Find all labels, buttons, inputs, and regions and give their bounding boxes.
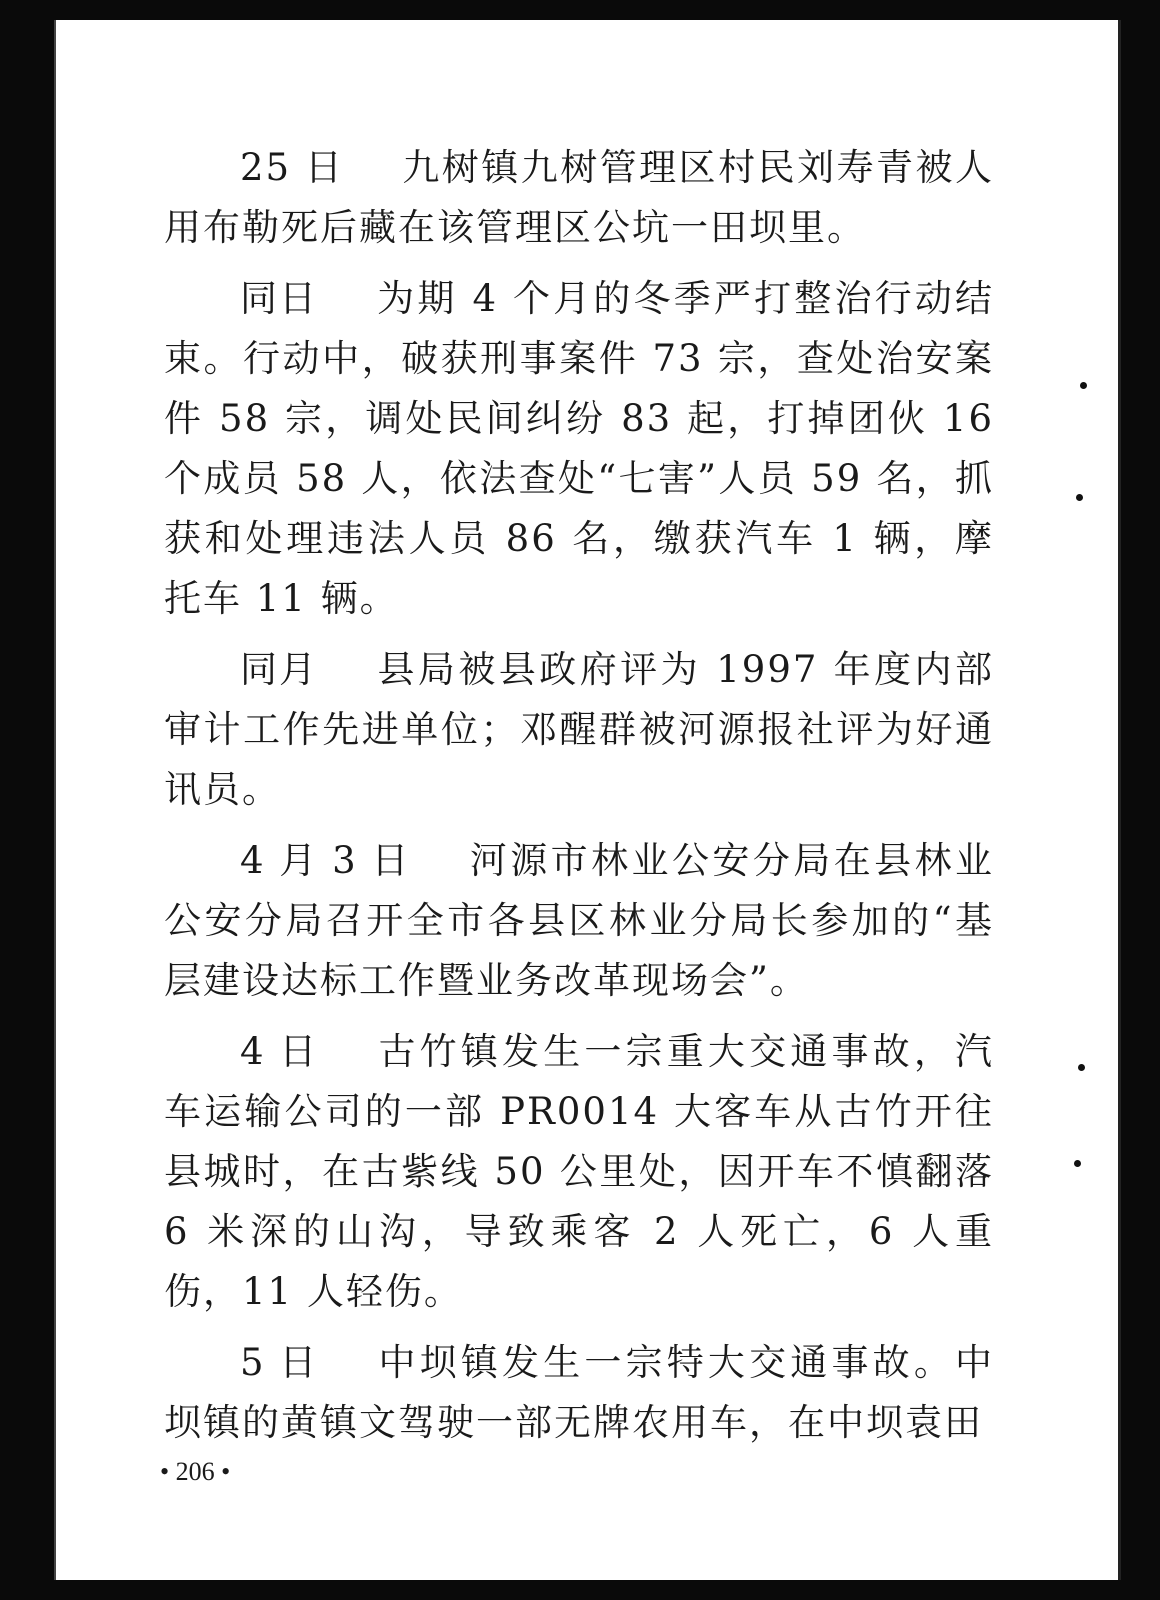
page-number: • 206 •: [160, 1457, 231, 1486]
scan-speck: [1074, 1160, 1081, 1167]
chronicle-entry: [164, 1022, 994, 1322]
chronicle-entry: [164, 640, 994, 820]
chronicle-entry: [164, 1333, 994, 1453]
chronicle-entry: [164, 831, 994, 1011]
book-page: [54, 20, 1121, 1580]
chronicle-entry: [164, 269, 994, 629]
chronicle-entry: [164, 138, 994, 258]
entry-text: 九树镇九树管理区村民刘寿青被人用布勒死后藏在该管理区公坑一田坝里。: [164, 146, 994, 249]
entry-date: 同月: [240, 648, 318, 691]
scan-speck: [1078, 1064, 1085, 1071]
entry-date: 4 月 3 日: [240, 839, 411, 882]
entry-text: 古竹镇发生一宗重大交通事故，汽车运输公司的一部 PR0014 大客车从古竹开往县城时，在古紫线 50 公里处，因开车不慎翻落 6 米深的山沟，导致乘客 2 人死亡，6 人重伤，11 人轻伤。: [164, 1030, 994, 1313]
entry-date: 25 日: [240, 146, 344, 189]
entry-text: 县局被县政府评为 1997 年度内部审计工作先进单位；邓醒群被河源报社评为好通讯员。: [164, 648, 994, 811]
entry-text: 为期 4 个月的冬季严打整治行动结束。行动中，破获刑事案件 73 宗，查处治安案件 58 宗，调处民间纠纷 83 起，打掉团伙 16 个成员 58 人，依法查处“七害”人员 59 名，抓获和处理违法人员 86 名，缴获汽车 1 辆，摩托车 11 辆。: [164, 277, 994, 620]
scan-speck: [1076, 494, 1083, 501]
entry-date: 同日: [240, 277, 318, 320]
entry-date: 4 日: [240, 1030, 319, 1073]
entry-date: 5 日: [240, 1341, 319, 1384]
chronicle-entries: [164, 138, 994, 1464]
entry-text: 河源市林业公安分局在县林业公安分局召开全市各县区林业分局长参加的“基层建设达标工作暨业务改革现场会”。: [164, 839, 994, 1002]
scan-speck: [1080, 382, 1087, 389]
entry-text: 中坝镇发生一宗特大交通事故。中坝镇的黄镇文驾驶一部无牌农用车，在中坝袁田: [164, 1341, 994, 1444]
